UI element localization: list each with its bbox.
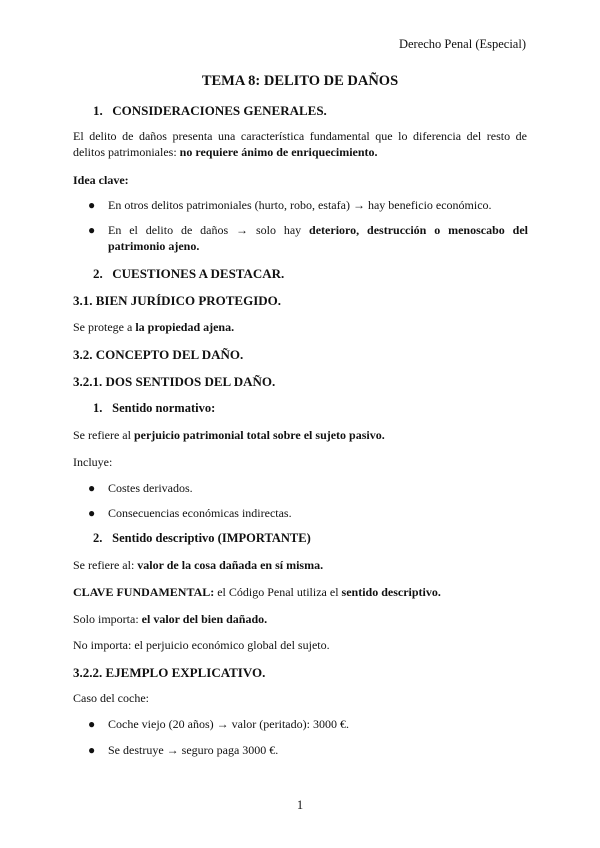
clave-paragraph: CLAVE FUNDAMENTAL: el Código Penal utiliza el sentido descriptivo. xyxy=(73,585,441,599)
list-item-text: Costes derivados. xyxy=(108,481,193,495)
list-item xyxy=(88,480,528,496)
idea-clave-text: Idea clave: xyxy=(73,173,129,187)
page-number: 1 xyxy=(296,798,304,812)
section-3-1-heading: 3.1. BIEN JURÍDICO PROTEGIDO. xyxy=(73,293,282,308)
sentido-normativo-heading xyxy=(93,400,215,417)
sentido-descriptivo-label: Sentido descriptivo (IMPORTANTE) xyxy=(112,531,311,545)
bullet-icon: ● xyxy=(88,506,96,520)
section-3-2-1-heading: 3.2.1. DOS SENTIDOS DEL DAÑO. xyxy=(73,374,276,389)
section-1-heading xyxy=(93,102,327,120)
list-item-text: En otros delitos patrimoniales (hurto, robo, estafa) → hay beneficio económico. xyxy=(108,198,492,212)
section-2-label: CUESTIONES A DESTACAR. xyxy=(112,266,285,281)
section-3-2-2-heading: 3.2.2. EJEMPLO EXPLICATIVO. xyxy=(73,665,266,680)
idea-clave-label xyxy=(73,172,527,188)
list-item xyxy=(88,716,528,732)
refiere-normativo-paragraph: Se refiere al perjuicio patrimonial total sobre el sujeto pasivo. xyxy=(73,428,385,442)
solo-importa-paragraph: Solo importa: el valor del bien dañado. xyxy=(73,612,268,626)
bullet-icon: ● xyxy=(88,223,96,237)
bullet-icon: ● xyxy=(88,743,96,757)
list-item xyxy=(88,197,528,213)
intro-paragraph xyxy=(73,128,527,160)
bullet-icon: ● xyxy=(88,481,96,495)
list-item xyxy=(88,505,528,521)
section-1-number: 1. xyxy=(93,103,103,118)
section-2-heading xyxy=(93,265,284,283)
caso-label: Caso del coche: xyxy=(73,691,149,705)
list-item xyxy=(88,222,528,254)
intro-emphasis: no requiere ánimo de enriquecimiento. xyxy=(179,145,378,160)
numbered-label-2: 2. xyxy=(93,531,103,545)
list-item-text: Consecuencias económicas indirectas. xyxy=(108,506,292,520)
page-title: TEMA 8: DELITO DE DAÑOS xyxy=(201,73,399,89)
section-2-number: 2. xyxy=(93,266,103,281)
section-1-label: CONSIDERACIONES GENERALES. xyxy=(112,103,327,118)
refiere-descriptivo-paragraph: Se refiere al: valor de la cosa dañada en sí misma. xyxy=(73,558,324,572)
protege-paragraph: Se protege a la propiedad ajena. xyxy=(73,320,235,334)
intro-text: El delito de daños presenta una característica fundamental que lo diferencia del resto de delitos patrimoniales: xyxy=(73,129,527,160)
incluye-label: Incluye: xyxy=(73,455,113,469)
sentido-normativo-label: Sentido normativo: xyxy=(112,401,216,415)
section-3-2-heading: 3.2. CONCEPTO DEL DAÑO. xyxy=(73,347,244,362)
sentido-descriptivo-heading xyxy=(93,530,311,547)
list-item xyxy=(88,742,528,758)
list-item-text: Coche viejo (20 años) → valor (peritado): 3000 €. xyxy=(108,717,349,731)
bullet-icon: ● xyxy=(88,198,96,212)
running-header: Derecho Penal (Especial) xyxy=(398,37,526,51)
list-item-text: Se destruye → seguro paga 3000 €. xyxy=(108,743,279,757)
list-item-text: En el delito de daños → solo hay deterioro, destrucción o menoscabo del patrimonio ajeno. xyxy=(108,223,528,254)
numbered-label-1: 1. xyxy=(93,401,103,415)
bullet-icon: ● xyxy=(88,717,96,731)
no-importa-paragraph: No importa: el perjuicio económico global del sujeto. xyxy=(73,638,330,652)
